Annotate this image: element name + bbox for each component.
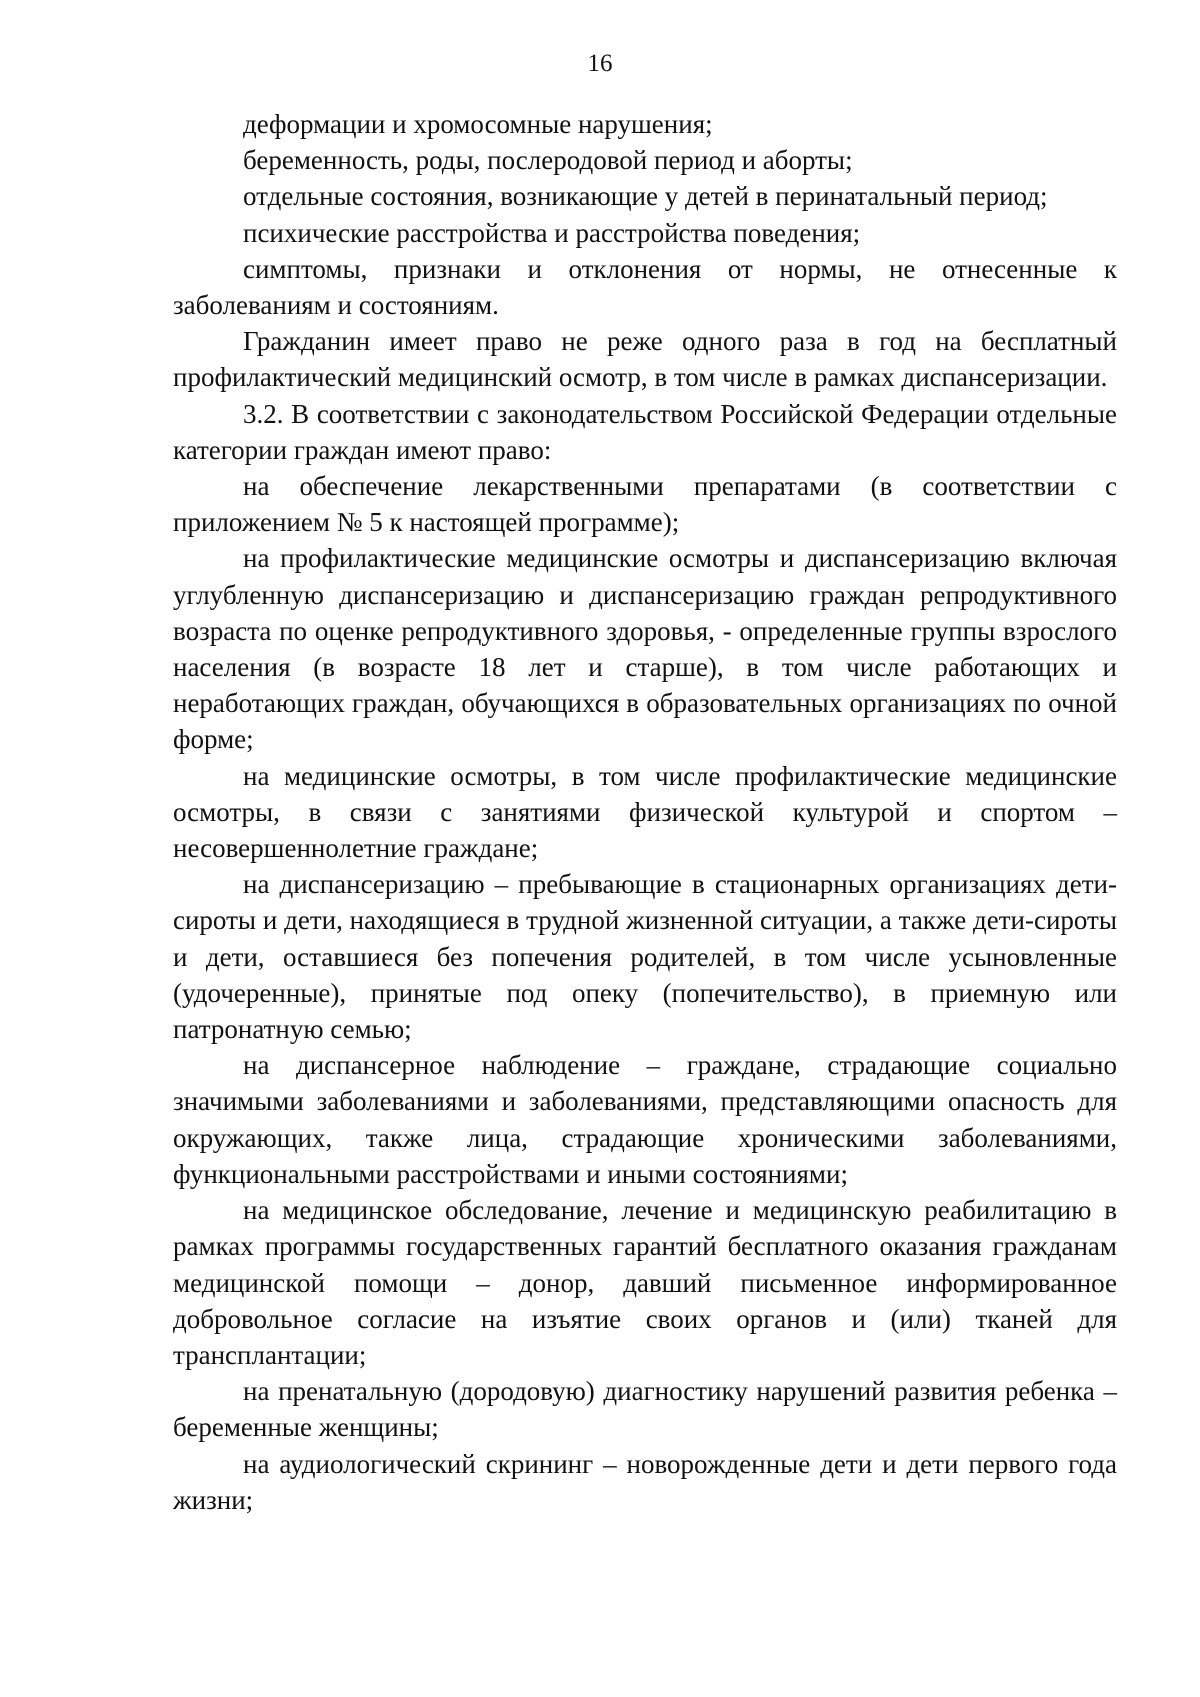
paragraph: на медицинские осмотры, в том числе профилактические медицинские осмотры, в связи с занятиями физической культурой и спортом – несовершеннолетние граждане; [173,760,1117,864]
paragraph: на профилактические медицинские осмотры и диспансеризацию включая углубленную диспансеризацию и диспансеризацию граждан репродуктивного возраста по оценке репродуктивного здоровья, - определенные группы взрослого населения (в возрасте 18 лет и старше), в том числе работающих и неработающих граждан, обучающихся в образовательных организациях по очной форме; [173,543,1117,755]
paragraph: на обеспечение лекарственными препаратами (в соответствии с приложением № 5 к настоящей программе); [173,471,1117,538]
paragraph: деформации и хромосомные нарушения; [243,109,713,139]
document-body [173,106,1117,1518]
paragraph: на диспансеризацию – пребывающие в стационарных организациях дети-сироты и дети, находящиеся в трудной жизненной ситуации, а также дети-сироты и дети, оставшиеся без попечения родителей, в том числе усыновленные (удочеренные), принятые под опеку (попечительство), в приемную или патронатную семью; [173,869,1117,1045]
paragraph: Гражданин имеет право не реже одного раза в год на бесплатный профилактический медицинский осмотр, в том числе в рамках диспансеризации. [173,326,1117,393]
paragraph: 3.2. В соответствии с законодательством Российской Федерации отдельные категории граждан имеют право: [173,398,1117,465]
page-number: 16 [587,50,613,77]
paragraph: психические расстройства и расстройства поведения; [243,217,861,248]
paragraph: отдельные состояния, возникающие у детей в перинатальный период; [243,181,1048,212]
paragraph: на пренатальную (дородовую) диагностику нарушений развития ребенка – беременные женщины; [173,1376,1117,1443]
paragraph: беременность, роды, послеродовой период и аборты; [243,145,853,176]
paragraph: симптомы, признаки и отклонения от нормы, не отнесенные к заболеваниям и состояниям. [173,253,1117,321]
paragraph: на диспансерное наблюдение – граждане, страдающие социально значимыми заболеваниями и заболеваниями, представляющими опасность для окружающих, также лица, страдающие хроническими заболеваниями, функциональными расстройствами и иными состояниями; [173,1050,1117,1189]
paragraph: на аудиологический скрининг – новорожденные дети и дети первого года жизни; [173,1448,1117,1515]
paragraph: на медицинское обследование, лечение и медицинскую реабилитацию в рамках программы государственных гарантий бесплатного оказания гражданам медицинской помощи – донор, давший письменное информированное добровольное согласие на изъятие своих органов и (или) тканей для трансплантации; [173,1195,1117,1370]
